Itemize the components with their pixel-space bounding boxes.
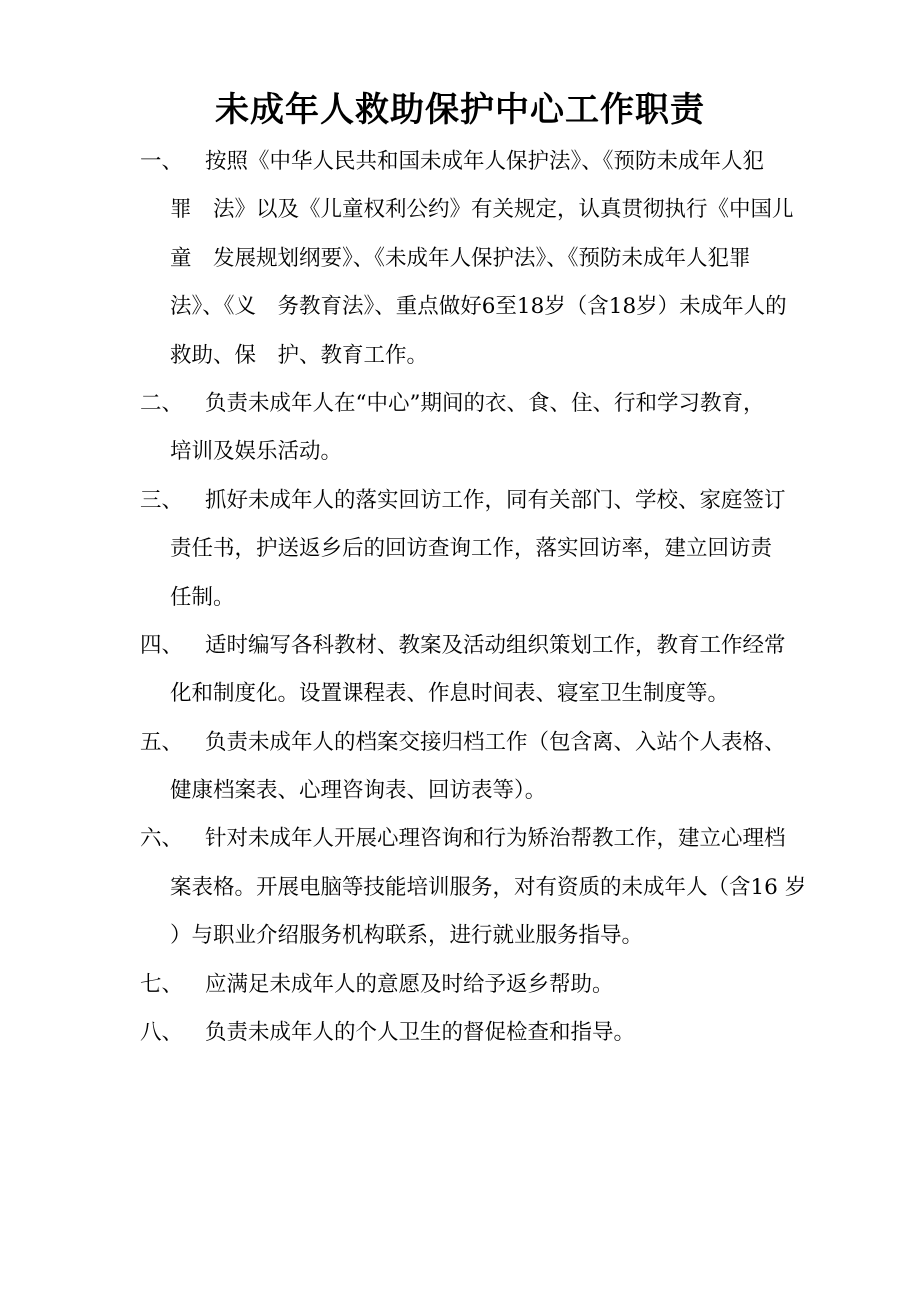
list-item-line bbox=[0, 961, 920, 1009]
list-item-line bbox=[0, 332, 920, 380]
item-number: 八、 bbox=[140, 1020, 184, 1046]
list-item-line bbox=[0, 912, 920, 960]
item-text: 负责未成年人的档案交接归档工作（包含离、入站个人表格、 bbox=[205, 729, 786, 755]
item-text: 责任书，护送返乡后的回访查询工作，落实回访率，建立回访责 bbox=[170, 536, 773, 562]
item-number: 六、 bbox=[140, 826, 184, 852]
item-text: 案表格。开展电脑等技能培训服务，对有资质的未成年人（含16 岁 bbox=[170, 874, 807, 900]
item-text: ）与职业介绍服务机构联系，进行就业服务指导。 bbox=[170, 923, 644, 949]
list-item-line bbox=[0, 574, 920, 622]
item-text: 救助、保 护、教育工作。 bbox=[170, 342, 429, 368]
item-text: 培训及娱乐活动。 bbox=[170, 439, 343, 465]
item-text: 按照《中华人民共和国未成年人保护法》、《预防未成年人犯 bbox=[205, 149, 765, 174]
list-item-line bbox=[0, 767, 920, 815]
list-item-line bbox=[0, 670, 920, 718]
item-number: 五、 bbox=[140, 729, 184, 755]
item-text: 负责未成年人在“中心”期间的衣、食、住、行和学习教育， bbox=[205, 390, 765, 416]
list-item-line bbox=[0, 186, 920, 234]
item-text: 负责未成年人的个人卫生的督促检查和指导。 bbox=[205, 1020, 636, 1046]
list-item-line bbox=[0, 235, 920, 283]
list-item-line bbox=[0, 719, 920, 767]
list-item-line bbox=[0, 815, 920, 863]
page-title: 未成年人救助保护中心工作职责 bbox=[215, 90, 705, 130]
item-number: 三、 bbox=[140, 487, 184, 513]
item-text: 抓好未成年人的落实回访工作，同有关部门、学校、家庭签订 bbox=[205, 487, 786, 513]
list-item-line bbox=[0, 428, 920, 476]
item-text: 健康档案表、心理咨询表、回访表等）。 bbox=[170, 778, 547, 804]
list-item-line bbox=[0, 380, 920, 428]
list-item-line bbox=[0, 622, 920, 670]
item-text: 童 发展规划纲要》、《未成年人保护法》、《预防未成年人犯罪 bbox=[170, 245, 751, 271]
item-text: 适时编写各科教材、教案及活动组织策划工作，教育工作经常 bbox=[205, 632, 786, 658]
item-text: 罪 法》以及《儿童权利公约》有关规定，认真贯彻执行《中国儿 bbox=[170, 197, 794, 223]
list-item-line bbox=[0, 1009, 920, 1057]
list-item-line bbox=[0, 477, 920, 525]
list-item-line bbox=[0, 525, 920, 573]
item-number: 四、 bbox=[140, 632, 184, 658]
item-text: 针对未成年人开展心理咨询和行为矫治帮教工作，建立心理档 bbox=[205, 826, 786, 852]
list-item-line bbox=[0, 138, 920, 186]
item-text: 法》、《义 务教育法》、重点做好6至18岁（含18岁）未成年人的 bbox=[170, 294, 787, 320]
item-number: 七、 bbox=[140, 971, 184, 997]
item-text: 任制。 bbox=[170, 584, 235, 610]
item-number: 一、 bbox=[140, 149, 184, 174]
list-item-line bbox=[0, 283, 920, 331]
item-number: 二、 bbox=[140, 390, 184, 416]
document-body bbox=[0, 138, 920, 1057]
item-text: 应满足未成年人的意愿及时给予返乡帮助。 bbox=[205, 971, 614, 997]
list-item-line bbox=[0, 864, 920, 912]
item-text: 化和制度化。设置课程表、作息时间表、寝室卫生制度等。 bbox=[170, 681, 730, 707]
